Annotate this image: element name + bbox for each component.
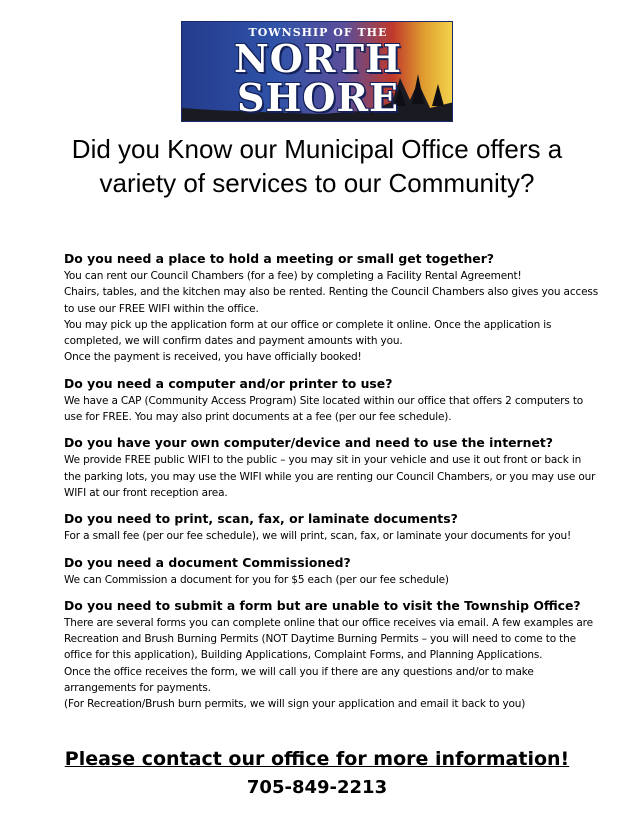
section-question: Do you need a computer and/or printer to use? — [64, 375, 393, 391]
contact-callout: Please contact our office for more information! — [64, 748, 570, 770]
section-line: Chairs, tables, and the kitchen may also be rented. Renting the Council Chambers also gives you access — [64, 286, 599, 299]
section-computer — [64, 375, 616, 426]
township-logo — [181, 21, 453, 122]
section-line: WIFI at our front reception area. — [64, 486, 228, 499]
headline — [20, 132, 614, 200]
section-line: to use our FREE WIFI within the office. — [64, 302, 259, 315]
section-question: Do you need a place to hold a meeting or small get together? — [64, 251, 494, 266]
section-forms — [64, 597, 616, 713]
section-meeting — [64, 250, 616, 366]
section-question: Do you need to print, scan, fax, or laminate documents? — [64, 511, 458, 527]
phone-number: 705-849-2213 — [246, 777, 388, 798]
section-line: Once the office receives the form, we will call you if there are any questions and/or to make — [64, 665, 534, 678]
logo-line-north: NORTH — [234, 36, 402, 81]
section-line: We can Commission a document for you for $5 each (per our fee schedule) — [64, 573, 449, 586]
section-line: You may pick up the application form at our office or complete it online. Once the application is — [64, 318, 552, 331]
section-line: You can rent our Council Chambers (for a fee) by completing a Facility Rental Agreement! — [64, 270, 522, 282]
section-line: For a small fee (per our fee schedule), we will print, scan, fax, or laminate your documents for you! — [64, 530, 572, 543]
section-line: Once the payment is received, you have officially booked! — [64, 351, 362, 364]
section-line: We provide FREE public WIFI to the public – you may sit in your vehicle and use it out front or back in — [64, 454, 582, 467]
section-line: We have a CAP (Community Access Program) Site located within our office that offers 2 computers to — [64, 394, 584, 407]
section-internet — [64, 434, 616, 501]
section-line: There are several forms you can complete online that our office receives via email. A few examples are — [64, 616, 593, 629]
services-list — [64, 250, 616, 722]
section-line: completed, we will confirm dates and payment amounts with you. — [64, 335, 403, 348]
logo-top-text: TOWNSHIP OF THE — [248, 26, 388, 39]
section-line: office for this application), Building Applications, Complaint Forms, and Planning Applications. — [64, 649, 543, 662]
headline-line-1: Did you Know our Municipal Office offers a — [71, 134, 563, 164]
section-question: Do you have your own computer/device and need to use the internet? — [64, 435, 553, 451]
section-print — [64, 510, 616, 544]
section-line: Recreation and Brush Burning Permits (NOT Daytime Burning Permits – you will need to come to the — [64, 633, 576, 646]
logo-line-shore: SHORE — [237, 75, 399, 120]
section-question: Do you need to submit a form but are unable to visit the Township Office? — [64, 597, 581, 613]
section-question: Do you need a document Commissioned? — [64, 554, 351, 570]
section-line: use for FREE. You may also print documents at a fee (per our fee schedule). — [64, 411, 452, 424]
section-line: the parking lots, you may use the WIFI while you are renting our Council Chambers, or you may use our — [64, 470, 596, 483]
section-commission — [64, 554, 616, 588]
headline-line-2: variety of services to our Community? — [99, 168, 535, 198]
section-line: arrangements for payments. — [64, 682, 211, 695]
section-line: (For Recreation/Brush burn permits, we will sign your application and email it back to you) — [64, 698, 526, 711]
